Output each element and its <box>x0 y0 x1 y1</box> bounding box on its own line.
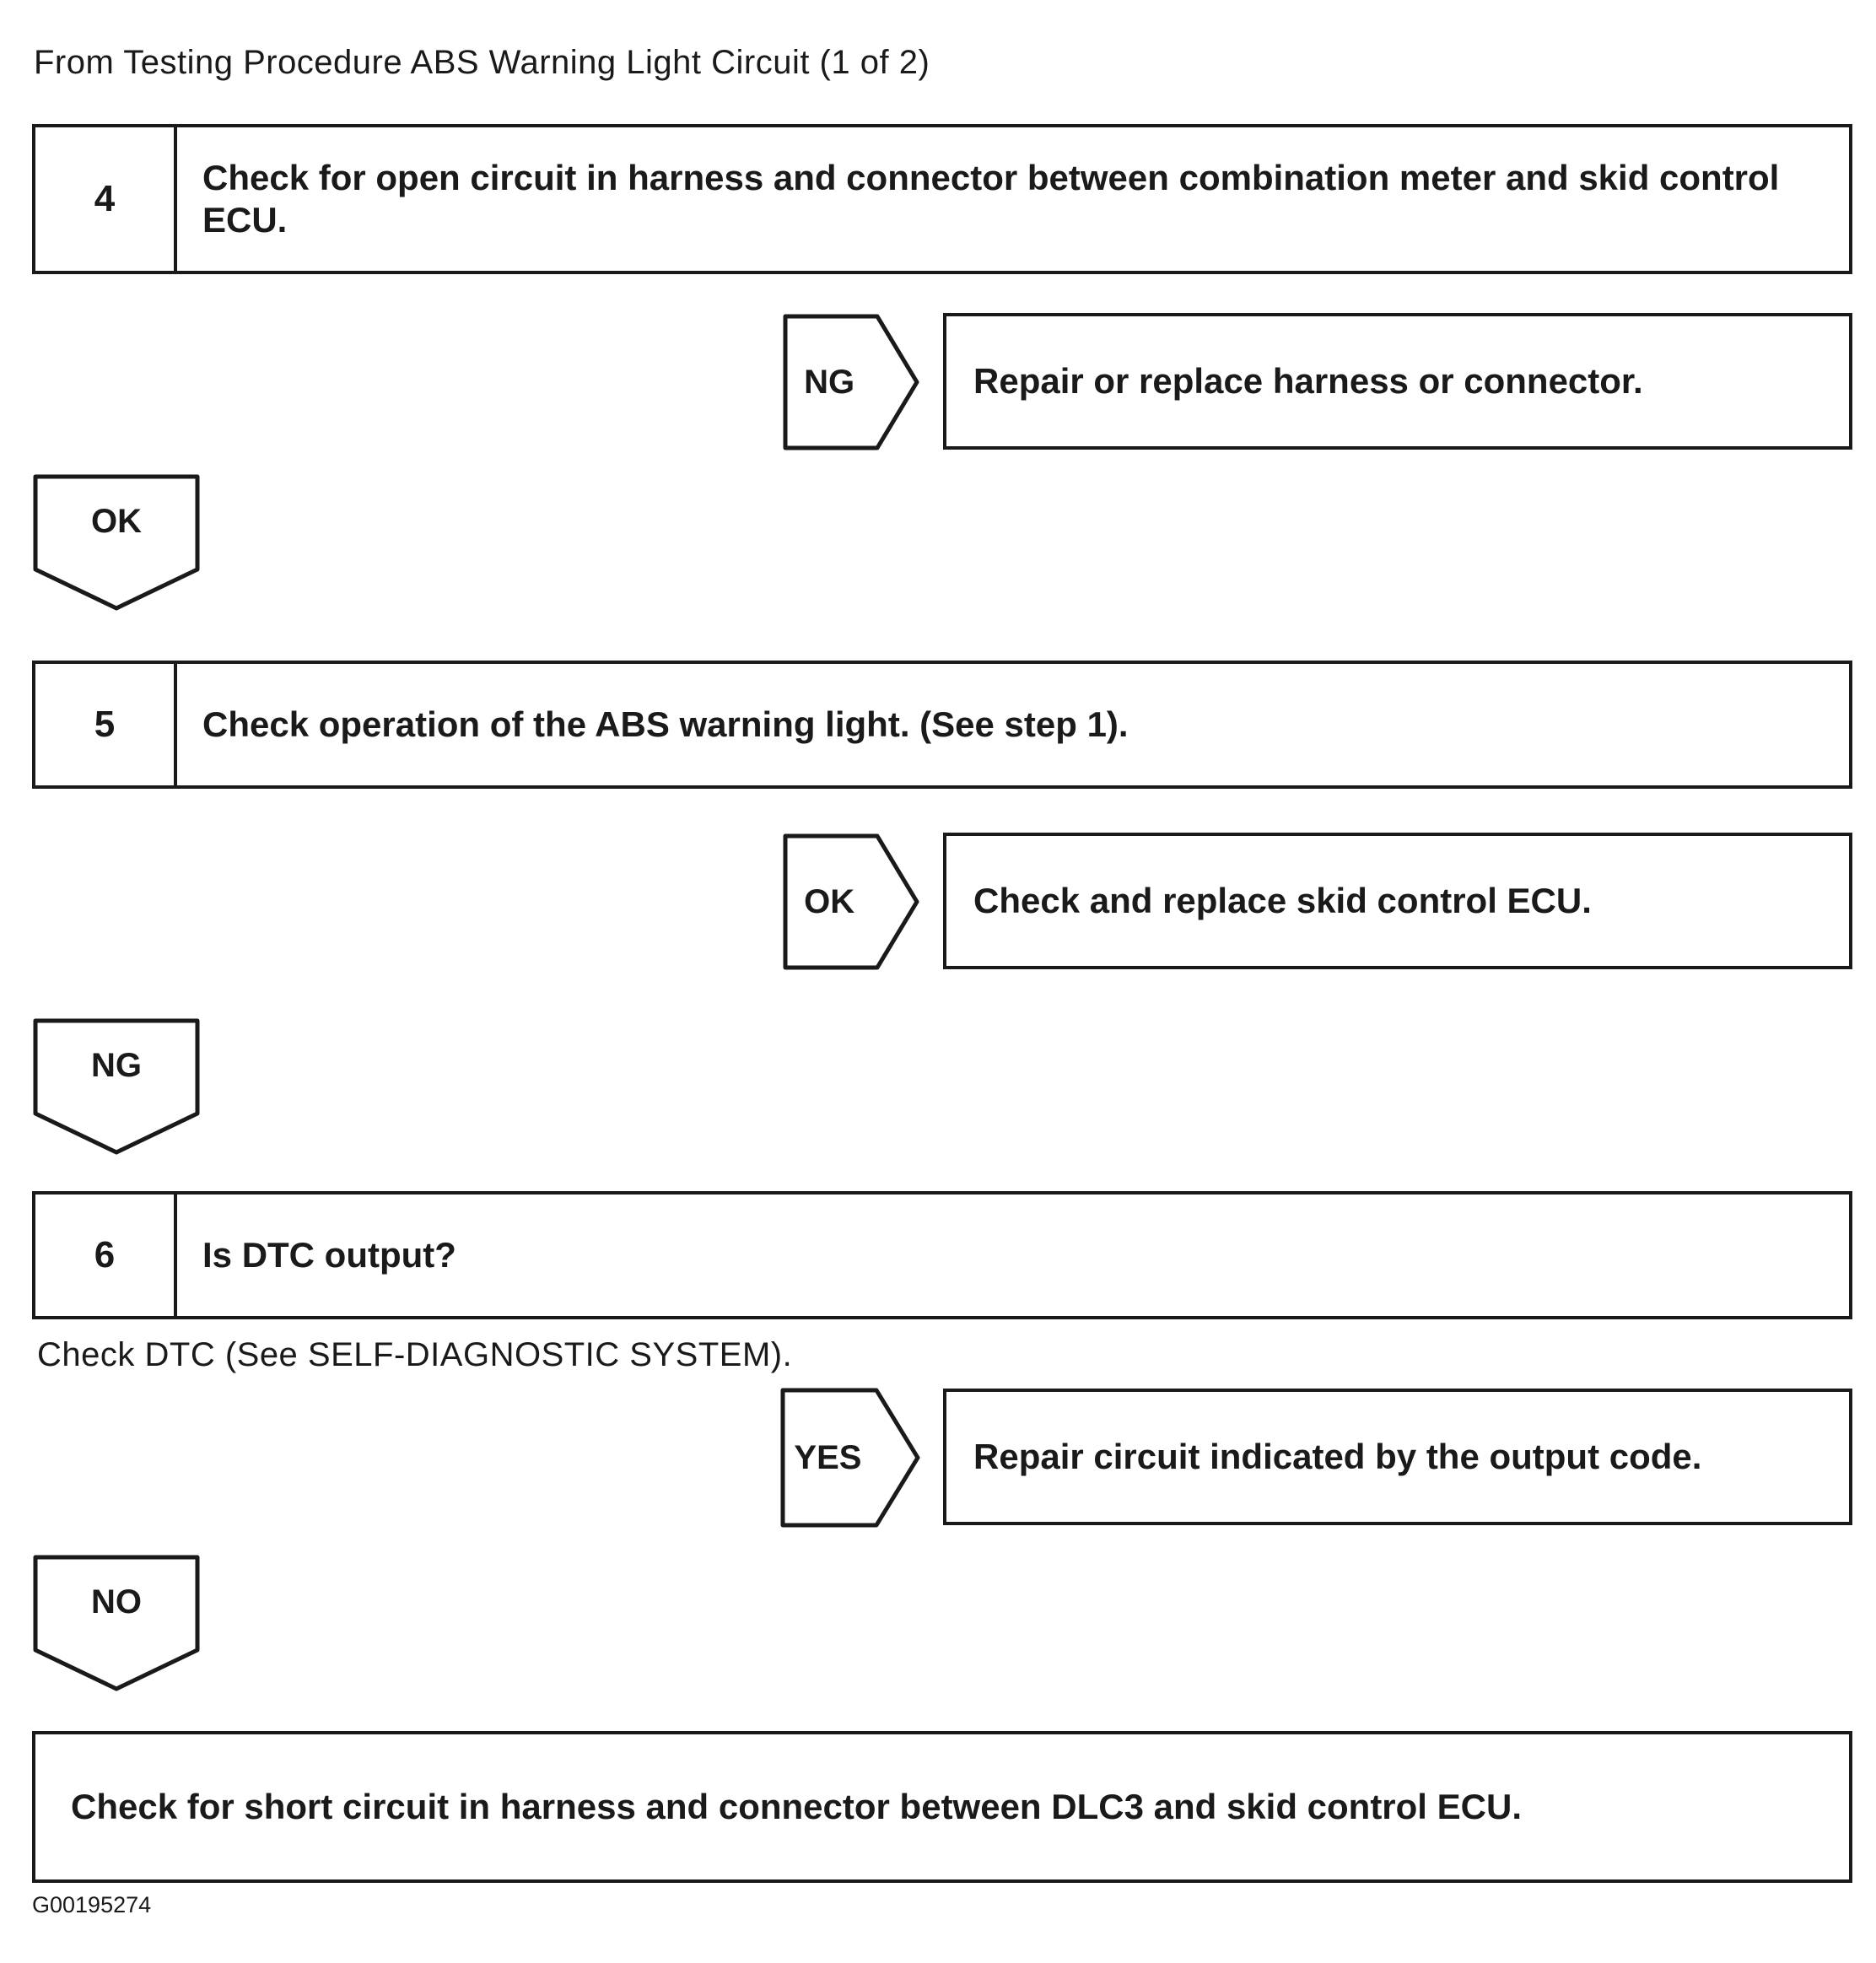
final-box-text: Check for short circuit in harness and connector between DLC3 and skid control ECU. <box>71 1787 1522 1826</box>
branch-tag-ng <box>783 314 919 450</box>
flow-tag-ok <box>32 473 201 612</box>
result-text-ng: Repair or replace harness or connector. <box>973 360 1643 401</box>
flow-tag-ng <box>32 1017 201 1156</box>
branch-tag-ok-label: OK <box>804 882 855 920</box>
flow-tag-ng-label: NG <box>91 1046 142 1084</box>
figure-code: G00195274 <box>32 1892 152 1917</box>
flow-tag-no <box>32 1554 201 1692</box>
step-box-4 <box>32 124 1852 274</box>
branch-tag-yes <box>780 1388 920 1528</box>
check-dtc-note: Check DTC (See SELF-DIAGNOSTIC SYSTEM). <box>37 1336 793 1373</box>
branch-tag-yes-label: YES <box>794 1438 862 1476</box>
result-box-ng <box>943 313 1852 450</box>
branch-tag-ok <box>783 833 919 970</box>
step-text-4: Check for open circuit in harness and connector between combination meter and skid control ECU. <box>202 158 1780 240</box>
branch-tag-ng-label: NG <box>804 363 855 401</box>
step-box-6 <box>32 1191 1852 1319</box>
step-number-5: 5 <box>35 664 177 785</box>
final-box <box>32 1731 1852 1883</box>
flow-tag-no-label: NO <box>91 1583 142 1621</box>
step-text-6: Is DTC output? <box>202 1235 456 1275</box>
step-number-4: 4 <box>35 127 177 271</box>
step-box-5 <box>32 661 1852 789</box>
result-text-ok: Check and replace skid control ECU. <box>973 880 1592 920</box>
flow-tag-ok-label: OK <box>91 502 142 540</box>
result-box-yes <box>943 1389 1852 1525</box>
step-number-6: 6 <box>35 1195 177 1316</box>
page-header: From Testing Procedure ABS Warning Light Circuit (1 of 2) <box>34 44 930 81</box>
result-box-ok <box>943 833 1852 969</box>
result-text-yes: Repair circuit indicated by the output code. <box>973 1436 1702 1476</box>
step-text-5: Check operation of the ABS warning light. (See step 1). <box>202 704 1129 745</box>
